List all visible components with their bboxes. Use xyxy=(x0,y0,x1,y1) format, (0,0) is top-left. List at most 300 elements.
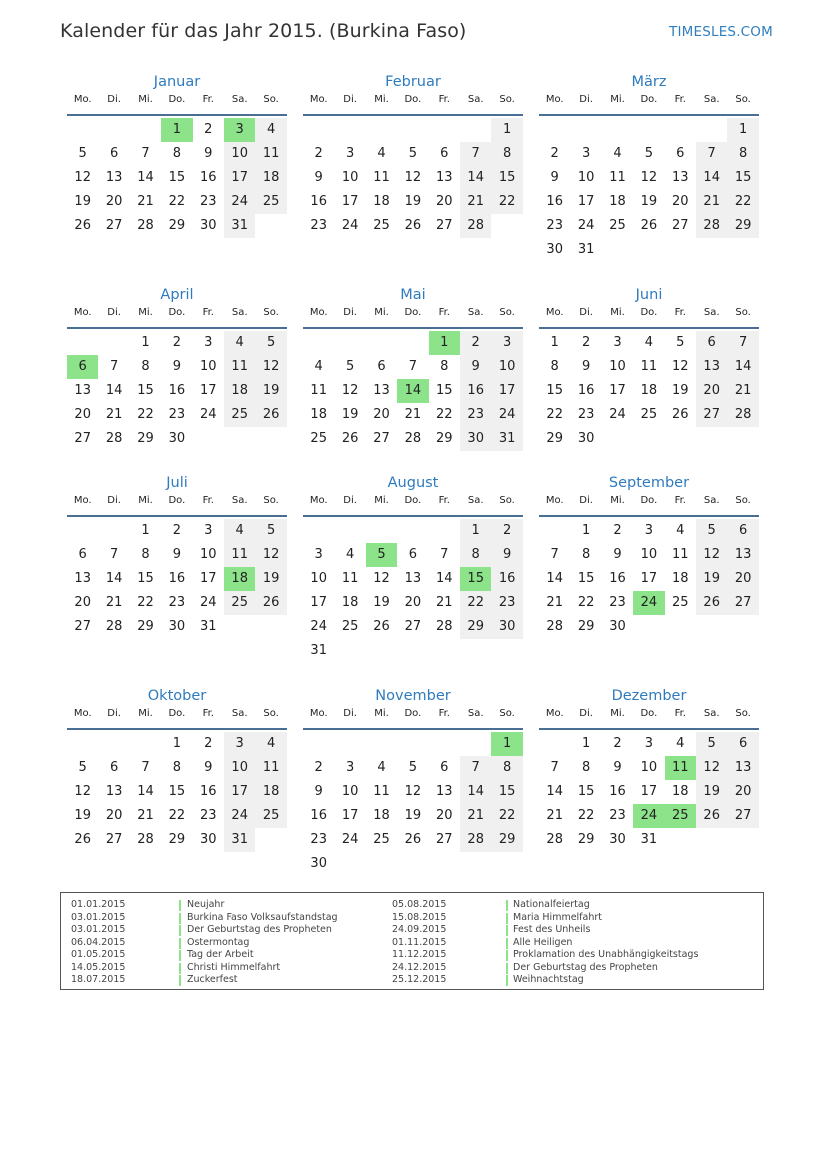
day-cell: 25 xyxy=(373,218,390,233)
day-cell: 10 xyxy=(341,784,359,799)
day-cell: 4 xyxy=(644,335,654,350)
day-cell: 31 xyxy=(200,619,217,634)
day-cell: 15 xyxy=(137,571,154,586)
weekday-label: Mi. xyxy=(610,708,625,719)
day-cell: 1 xyxy=(727,118,758,142)
holiday-name: Der Geburtstag des Propheten xyxy=(513,961,658,973)
weekday-label: Di. xyxy=(343,94,357,105)
day-cell: 27 xyxy=(436,832,453,847)
day-cell: 18 xyxy=(310,407,327,422)
day-cell: 16 xyxy=(491,567,522,591)
day-cell: 30 xyxy=(200,832,217,847)
day-cell: 8 xyxy=(141,547,150,562)
day-cell: 13 xyxy=(696,355,727,379)
holiday-name: Christi Himmelfahrt xyxy=(187,961,281,973)
day-cell: 28 xyxy=(105,619,123,634)
day-cell: 9 xyxy=(204,146,213,161)
holiday-date: 15.08.2015 xyxy=(392,911,447,923)
day-cell: 30 xyxy=(609,832,626,847)
month-august xyxy=(303,473,523,658)
day-cell: 18 xyxy=(224,379,255,403)
holiday-date: 06.04.2015 xyxy=(71,936,126,948)
holiday-list xyxy=(60,892,764,990)
day-cell: 17 xyxy=(640,784,658,799)
day-cell: 11 xyxy=(640,359,658,374)
month-november xyxy=(303,686,523,871)
weekday-label: Di. xyxy=(343,495,357,506)
day-cell: 27 xyxy=(105,832,123,847)
day-cell: 6 xyxy=(440,146,449,161)
day-cell: 18 xyxy=(373,808,390,823)
weekday-label: Do. xyxy=(168,307,186,318)
day-cell: 26 xyxy=(341,431,359,446)
day-cell: 12 xyxy=(74,170,91,185)
day-cell: 5 xyxy=(345,359,355,374)
day-cell: 5 xyxy=(78,760,87,775)
day-cell: 29 xyxy=(137,619,154,634)
weekday-header xyxy=(67,305,287,329)
day-cell: 4 xyxy=(613,146,622,161)
day-cell: 30 xyxy=(546,242,563,257)
weekday-label: Fr. xyxy=(202,307,214,318)
day-cell: 3 xyxy=(644,736,654,751)
weekday-label: Do. xyxy=(640,307,658,318)
day-cell: 7 xyxy=(550,760,559,775)
weekday-label: Do. xyxy=(404,495,422,506)
day-cell: 16 xyxy=(546,194,563,209)
weekday-label: Fr. xyxy=(438,708,450,719)
day-cell: 3 xyxy=(581,146,591,161)
day-cell: 7 xyxy=(727,331,758,355)
day-cell: 8 xyxy=(440,359,449,374)
day-cell: 20 xyxy=(436,808,453,823)
day-cell: 23 xyxy=(460,403,491,427)
weekday-header xyxy=(303,305,523,329)
day-cell: 14 xyxy=(460,780,491,804)
holiday-entry xyxy=(61,912,761,925)
day-cell: 19 xyxy=(404,808,422,823)
weekday-label: Sa. xyxy=(467,307,484,318)
day-cell: 17 xyxy=(200,383,217,398)
day-cell: 13 xyxy=(672,170,689,185)
weekday-label: Mo. xyxy=(309,94,328,105)
brand-link[interactable]: TIMESLES.COM xyxy=(669,24,773,40)
day-cell: 13 xyxy=(105,784,123,799)
day-cell: 20 xyxy=(74,407,91,422)
day-cell: 9 xyxy=(613,547,622,562)
day-cell: 11 xyxy=(672,547,689,562)
day-cell: 30 xyxy=(310,856,327,871)
weekday-label: Mi. xyxy=(610,307,625,318)
day-cell: 4 xyxy=(676,736,685,751)
day-cell: 10 xyxy=(224,756,255,780)
day-cell: 27 xyxy=(696,403,727,427)
weekday-label: Sa. xyxy=(703,495,720,506)
day-cell: 23 xyxy=(168,595,186,610)
holiday-day-cell: 1 xyxy=(491,732,522,756)
day-cell: 28 xyxy=(404,431,422,446)
holiday-name: Nationalfeiertag xyxy=(513,899,590,910)
holiday-name: Zuckerfest xyxy=(187,974,238,985)
month-dezember xyxy=(539,686,759,847)
day-cell: 8 xyxy=(581,760,591,775)
holiday-day-cell: 6 xyxy=(67,355,98,379)
weekday-header xyxy=(67,493,287,517)
day-cell: 26 xyxy=(74,832,91,847)
day-cell: 5 xyxy=(676,335,685,350)
weekday-header xyxy=(67,706,287,730)
day-cell: 8 xyxy=(172,146,182,161)
day-cell: 12 xyxy=(373,571,390,586)
weekday-header xyxy=(67,92,287,116)
holiday-date: 24.12.2015 xyxy=(392,961,447,973)
day-cell: 25 xyxy=(255,804,286,828)
day-cell: 11 xyxy=(224,355,255,379)
weekday-label: Do. xyxy=(404,307,422,318)
day-cell: 21 xyxy=(696,190,727,214)
day-cell: 7 xyxy=(109,359,119,374)
weekday-label: Sa. xyxy=(703,708,720,719)
day-cell: 10 xyxy=(491,355,522,379)
weekday-label: Mo. xyxy=(309,307,328,318)
day-cell: 8 xyxy=(172,760,182,775)
day-cell: 31 xyxy=(224,828,255,852)
day-cell: 29 xyxy=(460,615,491,639)
holiday-entry xyxy=(61,899,761,912)
weekday-label: Fr. xyxy=(202,495,214,506)
day-cell: 15 xyxy=(491,780,522,804)
weekday-label: Di. xyxy=(579,307,593,318)
day-cell: 28 xyxy=(546,619,563,634)
day-cell: 2 xyxy=(460,331,491,355)
day-cell: 22 xyxy=(436,407,453,422)
day-cell: 6 xyxy=(377,359,386,374)
day-cell: 16 xyxy=(200,784,217,799)
weekday-label: Mi. xyxy=(138,307,153,318)
weekday-label: Mi. xyxy=(374,307,389,318)
month-name: August xyxy=(387,475,439,491)
weekday-label: Mi. xyxy=(374,495,389,506)
holiday-day-cell: 25 xyxy=(665,804,696,828)
month-april xyxy=(67,285,287,446)
day-cell: 25 xyxy=(255,190,286,214)
day-cell: 21 xyxy=(105,595,123,610)
day-cell: 28 xyxy=(696,214,727,238)
day-cell: 21 xyxy=(137,194,154,209)
weekday-label: Do. xyxy=(168,495,186,506)
day-cell: 18 xyxy=(672,784,689,799)
day-cell: 17 xyxy=(200,571,217,586)
day-cell: 28 xyxy=(460,214,491,238)
day-cell: 17 xyxy=(310,595,327,610)
day-cell: 26 xyxy=(255,403,286,427)
day-cell: 31 xyxy=(640,832,658,847)
day-cell: 29 xyxy=(168,832,186,847)
holiday-day-cell: 24 xyxy=(633,804,664,828)
holiday-marker xyxy=(506,925,508,936)
month-februar xyxy=(303,72,523,233)
day-cell: 14 xyxy=(105,383,123,398)
day-cell: 15 xyxy=(436,383,453,398)
day-cell: 12 xyxy=(74,784,91,799)
day-cell: 24 xyxy=(491,403,522,427)
day-cell: 22 xyxy=(137,407,154,422)
weekday-label: Do. xyxy=(640,94,658,105)
weekday-label: Di. xyxy=(579,94,593,105)
day-cell: 22 xyxy=(546,407,563,422)
day-cell: 22 xyxy=(137,595,154,610)
day-cell: 12 xyxy=(255,355,286,379)
month-name: September xyxy=(608,475,690,491)
weekday-label: So. xyxy=(735,495,751,506)
day-cell: 21 xyxy=(460,804,491,828)
day-cell: 1 xyxy=(581,523,591,538)
page-title: Kalender für das Jahr 2015. (Burkina Faso) xyxy=(60,20,467,42)
month-name: März xyxy=(631,74,667,90)
day-cell: 22 xyxy=(491,804,522,828)
day-cell: 24 xyxy=(200,407,217,422)
day-cell: 20 xyxy=(696,379,727,403)
day-cell: 26 xyxy=(672,407,689,422)
day-cell: 14 xyxy=(546,784,563,799)
day-cell: 22 xyxy=(577,595,595,610)
day-cell: 13 xyxy=(373,383,390,398)
day-cell: 24 xyxy=(341,832,359,847)
day-cell: 5 xyxy=(408,146,418,161)
month-juli xyxy=(67,473,287,634)
day-cell: 17 xyxy=(491,379,522,403)
day-cell: 23 xyxy=(310,832,327,847)
day-cell: 3 xyxy=(345,760,355,775)
day-cell: 11 xyxy=(609,170,626,185)
day-cell: 31 xyxy=(224,214,255,238)
month-name: Juli xyxy=(166,475,188,491)
day-cell: 28 xyxy=(727,403,758,427)
day-cell: 25 xyxy=(640,407,658,422)
day-cell: 28 xyxy=(546,832,563,847)
day-cell: 15 xyxy=(168,784,186,799)
day-cell: 23 xyxy=(546,218,563,233)
day-cell: 31 xyxy=(491,427,522,451)
holiday-name: Ostermontag xyxy=(187,936,250,948)
day-cell: 12 xyxy=(341,383,359,398)
day-cell: 16 xyxy=(168,571,186,586)
day-cell: 18 xyxy=(672,571,689,586)
day-cell: 26 xyxy=(640,218,658,233)
day-cell: 25 xyxy=(224,403,255,427)
holiday-entry xyxy=(61,974,761,987)
weekday-header xyxy=(539,305,759,329)
holiday-name: Tag der Arbeit xyxy=(187,949,254,960)
day-cell: 28 xyxy=(105,431,123,446)
day-cell: 17 xyxy=(224,780,255,804)
day-cell: 4 xyxy=(224,519,255,543)
weekday-label: Mo. xyxy=(73,495,92,506)
day-cell: 23 xyxy=(200,808,217,823)
day-cell: 3 xyxy=(644,523,654,538)
day-cell: 16 xyxy=(460,379,491,403)
day-cell: 20 xyxy=(105,808,123,823)
day-cell: 2 xyxy=(613,736,622,751)
day-cell: 20 xyxy=(105,194,123,209)
day-cell: 1 xyxy=(141,335,150,350)
day-cell: 7 xyxy=(550,547,559,562)
day-cell: 16 xyxy=(310,194,327,209)
day-cell: 17 xyxy=(224,166,255,190)
day-cell: 27 xyxy=(727,804,758,828)
day-cell: 11 xyxy=(255,756,286,780)
weekday-label: Fr. xyxy=(202,94,214,105)
day-cell: 2 xyxy=(204,736,213,751)
day-cell: 17 xyxy=(577,194,595,209)
day-cell: 16 xyxy=(200,170,217,185)
holiday-day-cell: 1 xyxy=(161,118,192,142)
day-cell: 6 xyxy=(78,547,87,562)
day-cell: 26 xyxy=(255,591,286,615)
day-cell: 27 xyxy=(727,591,758,615)
day-cell: 14 xyxy=(460,166,491,190)
day-cell: 8 xyxy=(727,142,758,166)
day-cell: 19 xyxy=(74,194,91,209)
day-cell: 11 xyxy=(310,383,327,398)
day-cell: 9 xyxy=(581,359,591,374)
day-cell: 24 xyxy=(341,218,359,233)
day-cell: 22 xyxy=(491,190,522,214)
day-cell: 8 xyxy=(491,756,522,780)
day-cell: 19 xyxy=(696,780,727,804)
day-cell: 7 xyxy=(696,142,727,166)
day-cell: 1 xyxy=(141,523,150,538)
day-cell: 11 xyxy=(224,543,255,567)
weekday-label: Mo. xyxy=(73,94,92,105)
day-cell: 23 xyxy=(310,218,327,233)
day-cell: 9 xyxy=(550,170,559,185)
day-cell: 25 xyxy=(341,619,359,634)
day-cell: 18 xyxy=(640,383,658,398)
month-oktober xyxy=(67,686,287,847)
holiday-date: 01.05.2015 xyxy=(71,949,126,960)
day-cell: 13 xyxy=(105,170,123,185)
day-cell: 2 xyxy=(314,146,323,161)
weekday-label: Do. xyxy=(404,94,422,105)
day-cell: 5 xyxy=(255,331,286,355)
day-cell: 12 xyxy=(672,359,689,374)
day-cell: 27 xyxy=(74,431,91,446)
day-cell: 31 xyxy=(310,643,327,658)
day-cell: 17 xyxy=(640,571,658,586)
weekday-label: Sa. xyxy=(231,495,248,506)
month-name: Juni xyxy=(635,287,663,303)
day-cell: 5 xyxy=(408,760,418,775)
day-cell: 21 xyxy=(436,595,453,610)
holiday-name: Alle Heiligen xyxy=(513,936,573,948)
day-cell: 2 xyxy=(581,335,591,350)
day-cell: 12 xyxy=(640,170,658,185)
weekday-label: So. xyxy=(263,307,279,318)
day-cell: 16 xyxy=(609,571,626,586)
day-cell: 29 xyxy=(436,431,453,446)
day-cell: 14 xyxy=(727,355,758,379)
month-name: Mai xyxy=(400,287,426,303)
day-cell: 24 xyxy=(224,190,255,214)
day-cell: 6 xyxy=(408,547,418,562)
holiday-marker xyxy=(506,975,508,986)
day-cell: 13 xyxy=(404,571,422,586)
day-cell: 12 xyxy=(404,170,422,185)
holiday-name: Weihnachtstag xyxy=(513,974,584,985)
day-cell: 14 xyxy=(436,571,453,586)
weekday-label: Sa. xyxy=(231,307,248,318)
day-cell: 27 xyxy=(105,218,123,233)
holiday-marker xyxy=(506,913,508,924)
day-cell: 29 xyxy=(727,214,758,238)
day-cell: 15 xyxy=(577,784,595,799)
day-cell: 25 xyxy=(310,431,327,446)
day-cell: 18 xyxy=(255,166,286,190)
day-cell: 16 xyxy=(168,383,186,398)
holiday-marker xyxy=(506,950,508,961)
weekday-label: Di. xyxy=(579,708,593,719)
day-cell: 30 xyxy=(491,615,522,639)
weekday-label: Di. xyxy=(107,495,121,506)
day-cell: 15 xyxy=(137,383,154,398)
day-cell: 9 xyxy=(204,760,213,775)
holiday-date: 18.07.2015 xyxy=(71,974,126,985)
day-cell: 13 xyxy=(436,784,453,799)
day-cell: 4 xyxy=(377,146,386,161)
weekday-header xyxy=(303,706,523,730)
holiday-entry xyxy=(61,924,761,937)
day-cell: 29 xyxy=(546,431,563,446)
day-cell: 9 xyxy=(613,760,622,775)
day-cell: 29 xyxy=(577,832,595,847)
day-cell: 25 xyxy=(609,218,626,233)
weekday-label: So. xyxy=(499,495,515,506)
day-cell: 19 xyxy=(373,595,390,610)
day-cell: 26 xyxy=(696,591,727,615)
day-cell: 26 xyxy=(74,218,91,233)
weekday-label: Fr. xyxy=(438,495,450,506)
day-cell: 19 xyxy=(640,194,658,209)
weekday-label: Mo. xyxy=(545,307,564,318)
weekday-label: Mi. xyxy=(138,495,153,506)
day-cell: 25 xyxy=(224,591,255,615)
day-cell: 19 xyxy=(255,567,286,591)
weekday-label: Mi. xyxy=(138,94,153,105)
day-cell: 4 xyxy=(255,118,286,142)
day-cell: 29 xyxy=(577,619,595,634)
day-cell: 23 xyxy=(168,407,186,422)
day-cell: 21 xyxy=(546,808,563,823)
day-cell: 20 xyxy=(672,194,689,209)
day-cell: 14 xyxy=(137,784,154,799)
holiday-marker xyxy=(506,900,508,911)
day-cell: 13 xyxy=(74,571,91,586)
day-cell: 30 xyxy=(168,619,186,634)
day-cell: 9 xyxy=(172,359,182,374)
day-cell: 12 xyxy=(696,543,727,567)
weekday-label: Di. xyxy=(107,307,121,318)
day-cell: 25 xyxy=(672,595,689,610)
day-cell: 28 xyxy=(460,828,491,852)
day-cell: 11 xyxy=(373,784,390,799)
holiday-date: 25.12.2015 xyxy=(392,974,447,985)
day-cell: 19 xyxy=(255,379,286,403)
day-cell: 18 xyxy=(341,595,359,610)
day-cell: 20 xyxy=(404,595,422,610)
weekday-label: Mo. xyxy=(309,708,328,719)
day-cell: 10 xyxy=(640,547,658,562)
